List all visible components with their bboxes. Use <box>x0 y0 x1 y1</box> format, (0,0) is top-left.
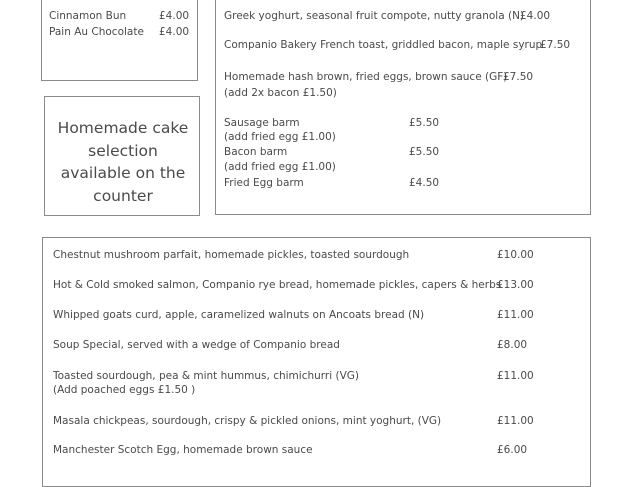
lunch-item-price: £11.00 <box>497 309 534 321</box>
breakfast-hashbrown-price: £7.50 <box>503 71 534 83</box>
pastry-item-price: £4.00 <box>159 26 190 38</box>
breakfast-yoghurt-price: £4.00 <box>520 10 551 22</box>
cake-note <box>45 117 201 207</box>
lunch-item-price: £11.00 <box>497 370 534 382</box>
breakfast-sausage-note: (add fried egg £1.00) <box>224 131 336 143</box>
breakfast-yoghurt-name: Greek yoghurt, seasonal fruit compote, nutty granola (N) <box>224 10 525 22</box>
lunch-item-name: Whipped goats curd, apple, caramelized walnuts on Ancoats bread (N) <box>53 309 425 321</box>
lunch-item-name: Masala chickpeas, sourdough, crispy & pickled onions, mint yoghurt, (VG) <box>53 415 442 427</box>
lunch-item-price: £8.00 <box>497 339 528 351</box>
lunch-item-price: £11.00 <box>497 415 534 427</box>
lunch-item-price: £10.00 <box>497 249 534 261</box>
breakfast-hashbrown-note: (add 2x bacon £1.50) <box>224 87 337 99</box>
cake-note-box <box>44 96 200 216</box>
breakfast-sausage-name: Sausage barm <box>224 117 300 129</box>
breakfast-bacon-name: Bacon barm <box>224 146 288 158</box>
breakfast-bacon-price: £5.50 <box>409 146 440 158</box>
lunch-item-name: Manchester Scotch Egg, homemade brown sauce <box>53 444 313 456</box>
pastry-item-name: Pain Au Chocolate <box>49 26 144 38</box>
breakfast-egg-name: Fried Egg barm <box>224 177 304 189</box>
pastry-item-price: £4.00 <box>159 10 190 22</box>
cake-note-line: selection <box>88 141 158 160</box>
lunch-item-price: £6.00 <box>497 444 528 456</box>
pastry-item-name: Cinnamon Bun <box>49 10 127 22</box>
lunch-item-price: £13.00 <box>497 279 534 291</box>
cake-note-line: available on the <box>60 164 186 182</box>
lunch-section <box>42 237 591 487</box>
breakfast-bacon-note: (add fried egg £1.00) <box>224 161 336 173</box>
lunch-item-name: Chestnut mushroom parfait, homemade pickles, toasted sourdough <box>53 249 410 261</box>
lunch-item-name: Toasted sourdough, pea & mint hummus, chimichurri (VG) <box>53 370 359 382</box>
breakfast-sausage-price: £5.50 <box>409 117 440 129</box>
breakfast-section <box>215 0 591 215</box>
cake-note-line: Homemade cake <box>57 119 189 137</box>
breakfast-toast-price: £7.50 <box>540 39 571 51</box>
breakfast-hashbrown-name: Homemade hash brown, fried eggs, brown sauce (GF) <box>224 71 508 83</box>
pastry-section <box>41 0 198 81</box>
lunch-item-name: Soup Special, served with a wedge of Companio bread <box>53 339 340 351</box>
breakfast-toast-name: Companio Bakery French toast, griddled bacon, maple syrup <box>224 39 543 51</box>
lunch-item-name: Hot & Cold smoked salmon, Companio rye bread, homemade pickles, capers & herbs <box>53 279 502 291</box>
cake-note-line: counter <box>93 186 153 205</box>
lunch-item-note: (Add poached eggs £1.50 ) <box>53 384 196 396</box>
breakfast-egg-price: £4.50 <box>409 177 440 189</box>
